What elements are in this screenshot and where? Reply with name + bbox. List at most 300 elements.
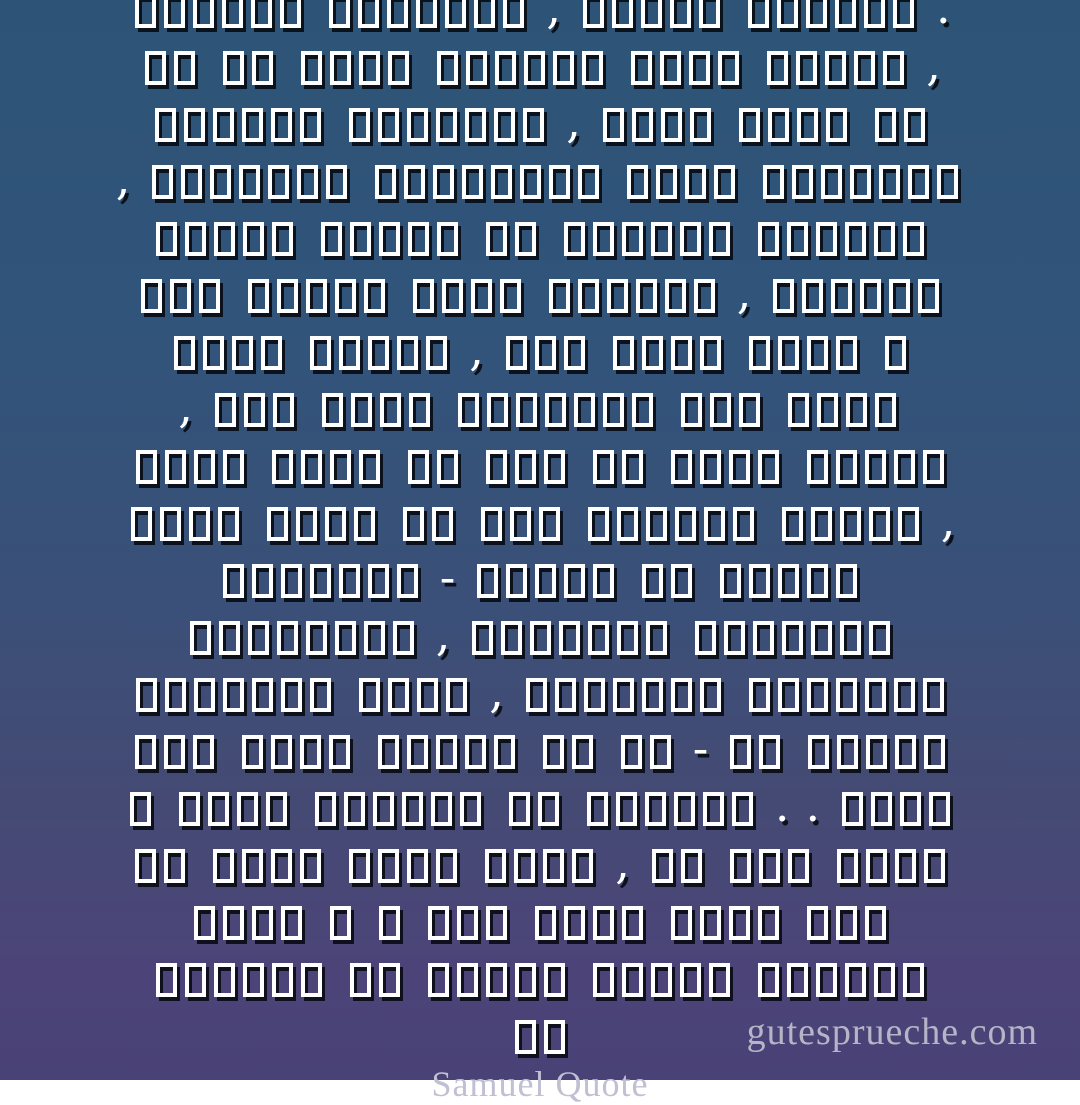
tofu-box bbox=[671, 906, 692, 940]
tofu-box bbox=[788, 849, 809, 883]
tofu-box bbox=[555, 678, 576, 712]
tofu-box bbox=[214, 222, 235, 256]
tofu-box bbox=[135, 735, 156, 769]
tofu-word bbox=[560, 222, 734, 256]
tofu-box bbox=[354, 507, 375, 541]
tofu-box bbox=[768, 108, 789, 142]
punctuation: . bbox=[805, 777, 821, 832]
tofu-box bbox=[375, 165, 396, 199]
tofu-box bbox=[749, 564, 770, 598]
tofu-box bbox=[300, 849, 321, 883]
tofu-word bbox=[482, 450, 569, 484]
tofu-box bbox=[193, 735, 214, 769]
tofu-box bbox=[816, 963, 837, 997]
quote-line bbox=[36, 894, 1044, 951]
tofu-box bbox=[416, 0, 437, 28]
tofu-box bbox=[349, 849, 370, 883]
tofu-box bbox=[675, 507, 696, 541]
quote-line bbox=[36, 93, 1044, 153]
tofu-word bbox=[148, 165, 351, 199]
tofu-box bbox=[622, 906, 643, 940]
tofu-box bbox=[807, 564, 828, 598]
punctuation: , bbox=[469, 321, 484, 376]
tofu-box bbox=[409, 393, 430, 427]
tofu-box bbox=[321, 222, 342, 256]
tofu-box bbox=[538, 792, 559, 826]
tofu-box bbox=[393, 621, 414, 655]
tofu-box bbox=[617, 507, 638, 541]
tofu-box bbox=[709, 222, 730, 256]
tofu-box bbox=[515, 450, 536, 484]
tofu-box bbox=[404, 165, 425, 199]
tofu-box bbox=[908, 165, 929, 199]
tofu-box bbox=[898, 507, 919, 541]
tofu-box bbox=[869, 507, 890, 541]
tofu-box bbox=[825, 51, 846, 85]
tofu-box bbox=[344, 792, 365, 826]
tofu-box bbox=[301, 450, 322, 484]
tofu-box bbox=[152, 165, 173, 199]
tofu-box bbox=[524, 51, 545, 85]
tofu-box bbox=[306, 621, 327, 655]
tofu-box bbox=[280, 0, 301, 28]
tofu-box bbox=[617, 621, 638, 655]
tofu-box bbox=[749, 336, 770, 370]
tofu-box bbox=[543, 735, 564, 769]
punctuation: . bbox=[774, 777, 790, 832]
tofu-word bbox=[409, 279, 525, 313]
tofu-box bbox=[866, 735, 887, 769]
tofu-box bbox=[924, 735, 945, 769]
punctuation: , bbox=[736, 264, 752, 319]
tofu-word bbox=[638, 564, 696, 598]
tofu-box bbox=[689, 51, 710, 85]
tofu-box bbox=[165, 450, 186, 484]
tofu-box bbox=[194, 906, 215, 940]
tofu-box bbox=[748, 0, 769, 28]
tofu-word bbox=[716, 564, 861, 598]
tofu-word bbox=[502, 336, 589, 370]
tofu-box bbox=[407, 849, 428, 883]
tofu-box bbox=[397, 336, 418, 370]
tofu-word bbox=[175, 792, 291, 826]
tofu-box bbox=[837, 849, 858, 883]
quote-line bbox=[36, 606, 1044, 666]
tofu-box bbox=[219, 621, 240, 655]
tofu-box bbox=[645, 792, 666, 826]
tofu-box bbox=[900, 792, 921, 826]
tofu-box bbox=[215, 393, 236, 427]
tofu-box bbox=[671, 564, 692, 598]
tofu-box bbox=[446, 678, 467, 712]
tofu-box bbox=[583, 0, 604, 28]
tofu-box bbox=[871, 792, 892, 826]
tofu-box bbox=[218, 507, 239, 541]
tofu-box bbox=[792, 165, 813, 199]
tofu-box bbox=[465, 735, 486, 769]
tofu-box bbox=[210, 165, 231, 199]
tofu-box bbox=[802, 279, 823, 313]
tofu-box bbox=[407, 735, 428, 769]
tofu-box bbox=[185, 222, 206, 256]
tofu-word bbox=[311, 792, 485, 826]
tofu-box bbox=[758, 963, 779, 997]
tofu-box bbox=[194, 450, 215, 484]
tofu-box bbox=[433, 165, 454, 199]
tofu-box bbox=[330, 51, 351, 85]
tofu-box bbox=[428, 906, 449, 940]
tofu-word bbox=[375, 906, 404, 940]
tofu-box bbox=[164, 849, 185, 883]
tofu-box bbox=[758, 906, 779, 940]
tofu-box bbox=[296, 507, 317, 541]
tofu-box bbox=[603, 108, 624, 142]
tofu-box bbox=[845, 222, 866, 256]
tofu-box bbox=[437, 222, 458, 256]
tofu-box bbox=[213, 849, 234, 883]
tofu-box bbox=[729, 450, 750, 484]
tofu-box bbox=[758, 222, 779, 256]
punctuation: - bbox=[692, 720, 709, 775]
tofu-box bbox=[807, 450, 828, 484]
tofu-box bbox=[729, 906, 750, 940]
tofu-word bbox=[511, 1020, 569, 1054]
tofu-box bbox=[239, 165, 260, 199]
quote-line bbox=[36, 720, 1044, 780]
tofu-box bbox=[549, 279, 570, 313]
tofu-word bbox=[763, 51, 908, 85]
quote-line bbox=[36, 378, 1044, 438]
tofu-box bbox=[403, 507, 424, 541]
tofu-box bbox=[846, 393, 867, 427]
tofu-word bbox=[318, 393, 434, 427]
tofu-box bbox=[306, 279, 327, 313]
tofu-word bbox=[881, 336, 910, 370]
tofu-box bbox=[753, 621, 774, 655]
tofu-word bbox=[399, 507, 457, 541]
tofu-box bbox=[466, 51, 487, 85]
tofu-box bbox=[359, 450, 380, 484]
tofu-box bbox=[208, 792, 229, 826]
tofu-box bbox=[564, 336, 585, 370]
tofu-box bbox=[397, 564, 418, 598]
tofu-box bbox=[883, 51, 904, 85]
tofu-box bbox=[840, 507, 861, 541]
tofu-box bbox=[733, 507, 754, 541]
tofu-word bbox=[137, 279, 224, 313]
tofu-word bbox=[473, 564, 618, 598]
tofu-word bbox=[667, 450, 783, 484]
tofu-word bbox=[424, 906, 511, 940]
tofu-word bbox=[838, 792, 954, 826]
tofu-box bbox=[593, 222, 614, 256]
tofu-box bbox=[661, 108, 682, 142]
tofu-box bbox=[763, 165, 784, 199]
tofu-box bbox=[894, 678, 915, 712]
tofu-box bbox=[836, 678, 857, 712]
tofu-box bbox=[379, 222, 400, 256]
tofu-box bbox=[544, 963, 565, 997]
tofu-box bbox=[300, 735, 321, 769]
tofu-box bbox=[266, 792, 287, 826]
tofu-box bbox=[893, 0, 914, 28]
tofu-word bbox=[263, 507, 379, 541]
tofu-box bbox=[277, 279, 298, 313]
tofu-box bbox=[588, 621, 609, 655]
tofu-box bbox=[281, 564, 302, 598]
tofu-box bbox=[261, 336, 282, 370]
tofu-box bbox=[632, 108, 653, 142]
tofu-box bbox=[248, 621, 269, 655]
tofu-box bbox=[145, 51, 166, 85]
tofu-box bbox=[213, 108, 234, 142]
tofu-word bbox=[141, 51, 199, 85]
tofu-box bbox=[156, 963, 177, 997]
tofu-box bbox=[788, 393, 809, 427]
tofu-word bbox=[627, 51, 743, 85]
tofu-box bbox=[407, 108, 428, 142]
tofu-box bbox=[680, 222, 701, 256]
tofu-box bbox=[670, 0, 691, 28]
tofu-word bbox=[468, 621, 671, 655]
tofu-box bbox=[865, 678, 886, 712]
tofu-box bbox=[379, 963, 400, 997]
tofu-box bbox=[642, 564, 663, 598]
tofu-word bbox=[151, 108, 325, 142]
tofu-box bbox=[875, 108, 896, 142]
punctuation: , bbox=[615, 834, 630, 889]
tofu-box bbox=[189, 507, 210, 541]
tofu-box bbox=[335, 279, 356, 313]
tofu-word bbox=[371, 165, 603, 199]
punctuation: . bbox=[936, 0, 951, 34]
tofu-box bbox=[437, 450, 458, 484]
quote-line bbox=[36, 264, 1044, 324]
tofu-box bbox=[203, 336, 224, 370]
tofu-box bbox=[923, 450, 944, 484]
tofu-box bbox=[621, 735, 642, 769]
tofu-box bbox=[656, 165, 677, 199]
tofu-box bbox=[632, 393, 653, 427]
tofu-word bbox=[744, 0, 918, 28]
tofu-box bbox=[359, 678, 380, 712]
tofu-box bbox=[135, 849, 156, 883]
quote-line bbox=[36, 549, 1044, 609]
punctuation: , bbox=[940, 492, 956, 547]
tofu-word bbox=[803, 450, 948, 484]
tofu-box bbox=[271, 735, 292, 769]
tofu-box bbox=[243, 222, 264, 256]
tofu-box bbox=[641, 0, 662, 28]
tofu-word bbox=[648, 849, 706, 883]
tofu-box bbox=[223, 678, 244, 712]
tofu-box bbox=[349, 108, 370, 142]
tofu-box bbox=[885, 336, 906, 370]
tofu-box bbox=[170, 279, 191, 313]
tofu-box bbox=[359, 51, 380, 85]
tofu-box bbox=[836, 450, 857, 484]
tofu-box bbox=[704, 507, 725, 541]
watermark: gutesprueche.com bbox=[746, 1011, 1038, 1053]
tofu-word bbox=[579, 0, 724, 28]
tofu-box bbox=[622, 222, 643, 256]
tofu-box bbox=[242, 849, 263, 883]
tofu-word bbox=[545, 279, 719, 313]
tofu-box bbox=[164, 735, 185, 769]
tofu-box bbox=[417, 678, 438, 712]
tofu-box bbox=[523, 108, 544, 142]
tofu-word bbox=[433, 51, 607, 85]
tofu-box bbox=[695, 621, 716, 655]
tofu-box bbox=[214, 963, 235, 997]
tofu-word bbox=[345, 108, 548, 142]
tofu-word bbox=[691, 621, 894, 655]
tofu-word bbox=[804, 735, 949, 769]
tofu-box bbox=[185, 963, 206, 997]
tofu-box bbox=[156, 222, 177, 256]
tofu-box bbox=[273, 393, 294, 427]
tofu-word bbox=[667, 906, 783, 940]
tofu-box bbox=[807, 678, 828, 712]
tofu-box bbox=[232, 336, 253, 370]
tofu-box bbox=[811, 507, 832, 541]
tofu-box bbox=[778, 564, 799, 598]
tofu-box bbox=[373, 792, 394, 826]
tofu-box bbox=[593, 963, 614, 997]
tofu-box bbox=[924, 849, 945, 883]
tofu-box bbox=[535, 564, 556, 598]
tofu-box bbox=[865, 906, 886, 940]
tofu-word bbox=[131, 849, 189, 883]
tofu-box bbox=[646, 621, 667, 655]
tofu-box bbox=[485, 849, 506, 883]
tofu-word bbox=[244, 279, 389, 313]
tofu-box bbox=[477, 564, 498, 598]
tofu-box bbox=[797, 108, 818, 142]
tofu-box bbox=[665, 279, 686, 313]
tofu-box bbox=[322, 393, 343, 427]
tofu-box bbox=[364, 621, 385, 655]
tofu-word bbox=[170, 336, 286, 370]
punctuation: , bbox=[926, 36, 941, 91]
tofu-word bbox=[268, 450, 384, 484]
tofu-box bbox=[650, 735, 671, 769]
tofu-box bbox=[364, 279, 385, 313]
tofu-box bbox=[268, 165, 289, 199]
tofu-box bbox=[816, 222, 837, 256]
tofu-box bbox=[787, 222, 808, 256]
tofu-box bbox=[380, 393, 401, 427]
tofu-box bbox=[807, 906, 828, 940]
quote-line bbox=[36, 210, 1044, 267]
tofu-word bbox=[803, 906, 890, 940]
tofu-box bbox=[516, 393, 537, 427]
tofu-box bbox=[248, 279, 269, 313]
tofu-box bbox=[281, 678, 302, 712]
punctuation: - bbox=[439, 549, 456, 604]
tofu-box bbox=[564, 906, 585, 940]
tofu-box bbox=[136, 678, 157, 712]
tofu-word bbox=[745, 678, 948, 712]
tofu-box bbox=[387, 0, 408, 28]
tofu-box bbox=[271, 849, 292, 883]
tofu-word bbox=[769, 279, 943, 313]
tofu-box bbox=[432, 507, 453, 541]
tofu-word bbox=[584, 507, 758, 541]
tofu-word bbox=[745, 336, 861, 370]
tofu-box bbox=[564, 564, 585, 598]
tofu-box bbox=[636, 279, 657, 313]
tofu-box bbox=[350, 222, 371, 256]
tofu-box bbox=[515, 1020, 536, 1054]
tofu-box bbox=[732, 792, 753, 826]
tofu-box bbox=[903, 963, 924, 997]
tofu-box bbox=[350, 963, 371, 997]
tofu-box bbox=[379, 906, 400, 940]
tofu-box bbox=[494, 108, 515, 142]
tofu-box bbox=[749, 678, 770, 712]
tofu-box bbox=[526, 678, 547, 712]
tofu-box bbox=[613, 678, 634, 712]
tofu-word bbox=[726, 735, 784, 769]
tofu-box bbox=[181, 165, 202, 199]
tofu-box bbox=[486, 963, 507, 997]
tofu-box bbox=[782, 507, 803, 541]
tofu-word bbox=[539, 735, 597, 769]
punctuation: , bbox=[546, 0, 561, 34]
tofu-box bbox=[272, 222, 293, 256]
tofu-box bbox=[572, 849, 593, 883]
tofu-box bbox=[165, 678, 186, 712]
tofu-box bbox=[535, 906, 556, 940]
tofu-word bbox=[219, 564, 422, 598]
tofu-box bbox=[616, 792, 637, 826]
tofu-box bbox=[559, 621, 580, 655]
tofu-box bbox=[787, 963, 808, 997]
tofu-box bbox=[671, 336, 692, 370]
tofu-box bbox=[544, 450, 565, 484]
tofu-word bbox=[754, 963, 928, 997]
tofu-word bbox=[152, 963, 326, 997]
tofu-word bbox=[152, 222, 297, 256]
tofu-box bbox=[472, 621, 493, 655]
tofu-box bbox=[457, 906, 478, 940]
tofu-box bbox=[582, 51, 603, 85]
tofu-word bbox=[127, 507, 243, 541]
tofu-box bbox=[515, 222, 536, 256]
tofu-box bbox=[836, 906, 857, 940]
tofu-box bbox=[680, 963, 701, 997]
tofu-box bbox=[530, 621, 551, 655]
quote-line bbox=[36, 951, 1044, 1008]
tofu-box bbox=[190, 621, 211, 655]
quote-line bbox=[36, 777, 1044, 837]
tofu-box bbox=[244, 393, 265, 427]
tofu-box bbox=[495, 51, 516, 85]
tofu-box bbox=[358, 0, 379, 28]
tofu-box bbox=[199, 279, 220, 313]
tofu-word bbox=[186, 621, 418, 655]
tofu-word bbox=[424, 963, 569, 997]
tofu-word bbox=[522, 678, 725, 712]
tofu-box bbox=[136, 450, 157, 484]
tofu-box bbox=[339, 336, 360, 370]
tofu-box bbox=[160, 507, 181, 541]
tofu-box bbox=[271, 108, 292, 142]
tofu-word bbox=[355, 678, 471, 712]
tofu-box bbox=[310, 678, 331, 712]
tofu-box bbox=[436, 735, 457, 769]
